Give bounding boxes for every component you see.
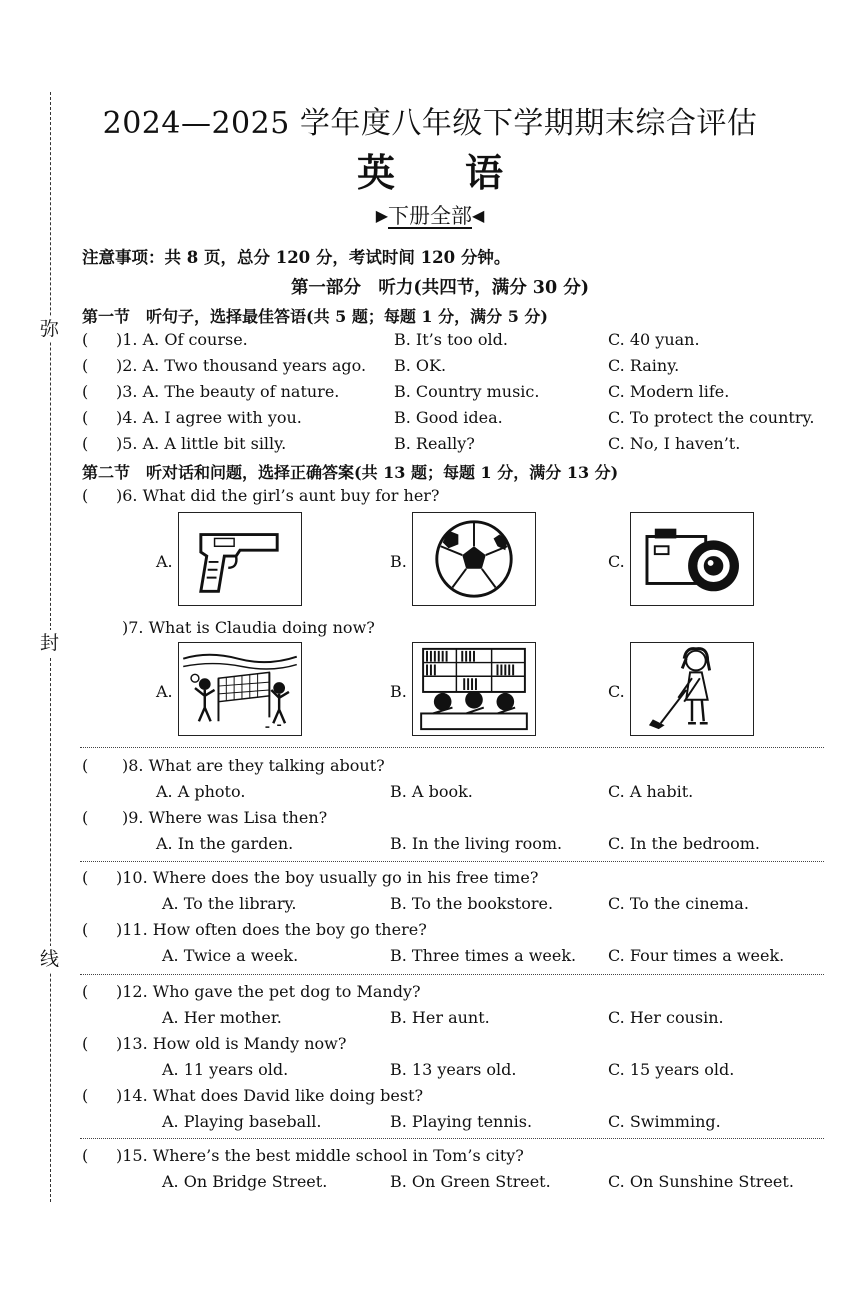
question-2-option-c: C. Rainy. <box>608 356 680 375</box>
question-4-option-a: )4. A. I agree with you. <box>116 408 302 427</box>
answer-paren[interactable]: ( <box>82 382 89 401</box>
answer-paren[interactable]: ( <box>82 408 89 427</box>
answer-paren[interactable]: ( <box>82 868 89 887</box>
q7-label-c: C. <box>608 682 625 701</box>
answer-paren[interactable]: ( <box>82 330 89 349</box>
answer-paren[interactable]: ( <box>82 808 89 827</box>
answer-paren[interactable]: ( <box>82 1146 89 1165</box>
question-13-option-b: B. 13 years old. <box>390 1060 517 1079</box>
margin-char-mi: 弥 <box>40 318 60 340</box>
q6-label-b: B. <box>390 552 407 571</box>
question-5-option-b: B. Really? <box>394 434 475 453</box>
exam-title: 2024—2025 学年度八年级下学期期末综合评估 <box>102 106 758 141</box>
question-1-option-b: B. It’s too old. <box>394 330 508 349</box>
question-14-option-b: B. Playing tennis. <box>390 1112 533 1131</box>
margin-char-xian: 线 <box>40 948 60 970</box>
camera-icon[interactable] <box>630 512 754 606</box>
toy-gun-icon[interactable] <box>178 512 302 606</box>
question-15-option-b: B. On Green Street. <box>390 1172 551 1191</box>
question-14-option-a: A. Playing baseball. <box>162 1112 322 1131</box>
scope-label <box>0 200 860 230</box>
question-10-text: )10. Where does the boy usually go in his free time? <box>116 868 539 887</box>
question-5-option-c: C. No, I haven’t. <box>608 434 741 453</box>
question-1-option-c: C. 40 yuan. <box>608 330 700 349</box>
question-9-text: )9. Where was Lisa then? <box>122 808 328 827</box>
question-8-option-a: A. A photo. <box>156 782 246 801</box>
answer-paren[interactable]: ( <box>82 756 89 775</box>
question-8-option-c: C. A habit. <box>608 782 694 801</box>
question-3-option-c: C. Modern life. <box>608 382 730 401</box>
q7-label-a: A. <box>156 682 173 701</box>
question-6-text: )6. What did the girl’s aunt buy for her? <box>116 486 440 505</box>
question-15-text: )15. Where’s the best middle school in Tom’s city? <box>116 1146 524 1165</box>
library-reading-icon[interactable] <box>412 642 536 736</box>
answer-paren[interactable]: ( <box>82 356 89 375</box>
question-2-option-a: )2. A. Two thousand years ago. <box>116 356 367 375</box>
question-10-option-b: B. To the bookstore. <box>390 894 554 913</box>
question-12-option-a: A. Her mother. <box>162 1008 282 1027</box>
section1-title: 第一节 听句子，选择最佳答语(共 5 题；每题 1 分，满分 5 分) <box>82 307 548 326</box>
answer-paren[interactable]: ( <box>82 1086 89 1105</box>
scope-text: 下册全部 <box>388 204 472 228</box>
question-15-option-c: C. On Sunshine Street. <box>608 1172 794 1191</box>
answer-paren[interactable]: ( <box>82 920 89 939</box>
question-12-option-b: B. Her aunt. <box>390 1008 490 1027</box>
question-10-option-c: C. To the cinema. <box>608 894 749 913</box>
notice-label: 注意事项： <box>82 248 165 267</box>
section-divider <box>80 747 824 748</box>
question-4-option-c: C. To protect the country. <box>608 408 815 427</box>
question-8-option-b: B. A book. <box>390 782 473 801</box>
section-divider <box>80 974 824 975</box>
beach-volleyball-icon[interactable] <box>178 642 302 736</box>
notice-text: 共 8 页，总分 120 分，考试时间 120 分钟。 <box>164 248 511 267</box>
answer-paren[interactable]: ( <box>82 982 89 1001</box>
question-12-option-c: C. Her cousin. <box>608 1008 724 1027</box>
q7-label-b: B. <box>390 682 407 701</box>
section-divider <box>80 861 824 862</box>
question-12-text: )12. Who gave the pet dog to Mandy? <box>116 982 421 1001</box>
section-divider <box>80 1138 824 1139</box>
question-10-option-a: A. To the library. <box>162 894 297 913</box>
triangle-left-icon: ◀ <box>472 206 485 225</box>
q6-label-c: C. <box>608 552 625 571</box>
question-13-option-a: A. 11 years old. <box>162 1060 289 1079</box>
girl-sweeping-icon[interactable] <box>630 642 754 736</box>
question-7-text: )7. What is Claudia doing now? <box>122 618 375 637</box>
question-11-text: )11. How often does the boy go there? <box>116 920 427 939</box>
soccer-ball-icon[interactable] <box>412 512 536 606</box>
question-3-option-a: )3. A. The beauty of nature. <box>116 382 340 401</box>
question-11-option-c: C. Four times a week. <box>608 946 785 965</box>
section2-title: 第二节 听对话和问题，选择正确答案(共 13 题；每题 1 分，满分 13 分) <box>82 463 619 482</box>
question-13-option-c: C. 15 years old. <box>608 1060 735 1079</box>
question-1-option-a: )1. A. Of course. <box>116 330 248 349</box>
question-11-option-a: A. Twice a week. <box>162 946 299 965</box>
question-15-option-a: A. On Bridge Street. <box>162 1172 328 1191</box>
question-3-option-b: B. Country music. <box>394 382 540 401</box>
q6-label-a: A. <box>156 552 173 571</box>
answer-paren[interactable]: ( <box>82 486 89 505</box>
triangle-right-icon: ▶ <box>375 206 388 225</box>
question-8-text: )8. What are they talking about? <box>122 756 385 775</box>
margin-char-feng: 封 <box>40 632 60 654</box>
notice <box>82 244 510 268</box>
part1-title: 第一部分 听力(共四节，满分 30 分) <box>290 278 590 298</box>
question-9-option-c: C. In the bedroom. <box>608 834 760 853</box>
answer-paren[interactable]: ( <box>82 434 89 453</box>
question-14-option-c: C. Swimming. <box>608 1112 721 1131</box>
question-14-text: )14. What does David like doing best? <box>116 1086 424 1105</box>
question-11-option-b: B. Three times a week. <box>390 946 577 965</box>
subject-title: 英语 <box>356 150 573 195</box>
question-9-option-a: A. In the garden. <box>156 834 294 853</box>
question-2-option-b: B. OK. <box>394 356 447 375</box>
answer-paren[interactable]: ( <box>82 1034 89 1053</box>
question-9-option-b: B. In the living room. <box>390 834 563 853</box>
question-5-option-a: )5. A. A little bit silly. <box>116 434 287 453</box>
question-13-text: )13. How old is Mandy now? <box>116 1034 347 1053</box>
question-4-option-b: B. Good idea. <box>394 408 503 427</box>
